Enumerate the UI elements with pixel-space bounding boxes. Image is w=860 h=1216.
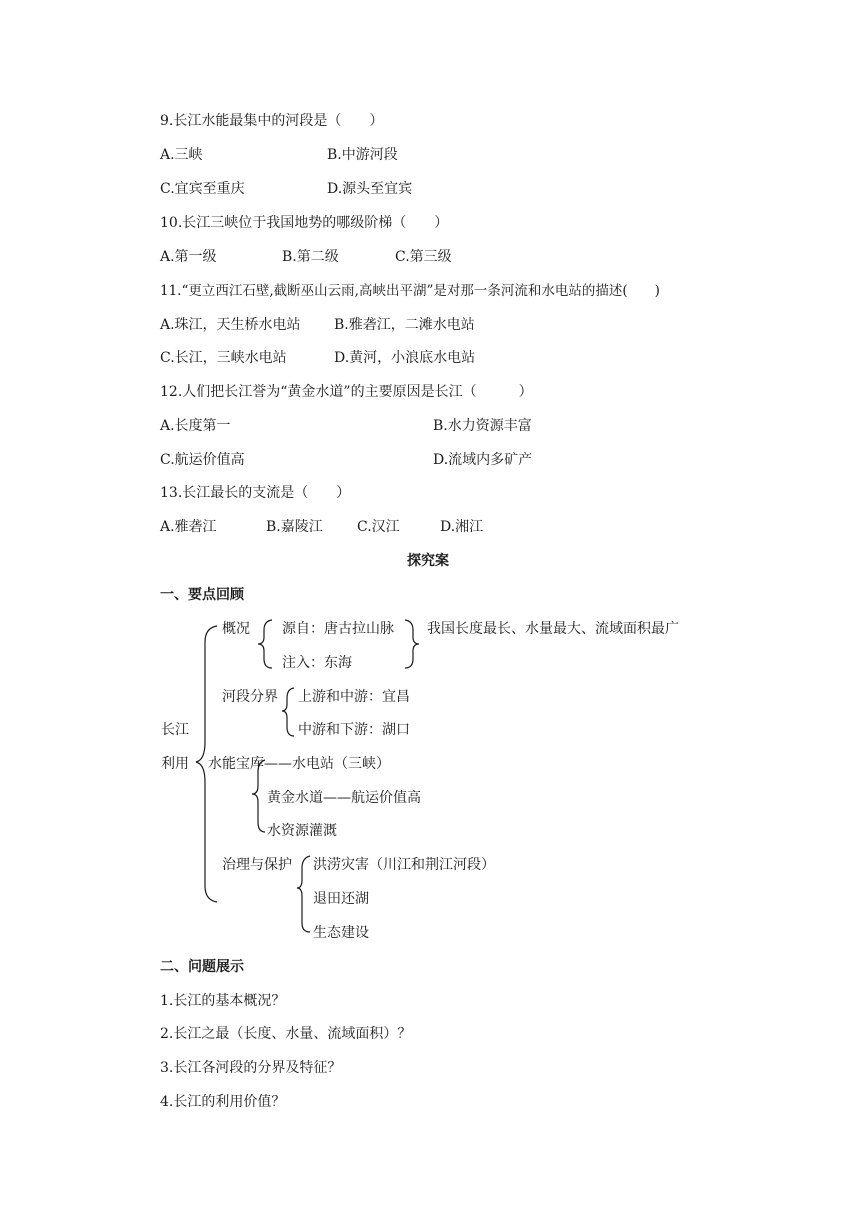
source-text: 源自：唐古拉山脉 <box>282 621 394 637</box>
q12-stem: 12.人们把长江誉为“黄金水道”的主要原因是长江（ ） <box>160 384 533 400</box>
problem-item: 3.长江各河段的分界及特征？ <box>160 1060 342 1076</box>
q13-option-c: C.汉江 <box>357 519 400 535</box>
section-title: 探究案 <box>407 553 449 569</box>
lake-text: 退田还湖 <box>313 891 369 907</box>
problem-item: 4.长江的利用价值？ <box>160 1094 286 1110</box>
eco-text: 生态建设 <box>313 925 369 941</box>
flood-text: 洪涝灾害（川江和荆江河段） <box>313 857 495 873</box>
review-heading: 一、要点回顾 <box>160 587 244 603</box>
q10-stem: 10.长江三峡位于我国地势的哪级阶梯（ ） <box>160 215 449 231</box>
q12-option-b: B.水力资源丰富 <box>433 418 532 434</box>
q12-option-d: D.流域内多矿产 <box>433 452 533 468</box>
q11-option-a: A.珠江，天生桥水电站 <box>160 317 301 333</box>
q9-option-a: A.三峡 <box>160 147 203 163</box>
q11-option-c: C.长江，三峡水电站 <box>160 350 287 366</box>
golden-waterway-text: 黄金水道——航运价值高 <box>267 790 421 806</box>
root-label-yangtze: 长江 <box>161 722 189 738</box>
division-brace <box>282 688 294 736</box>
superlative-brace <box>405 620 419 668</box>
q9-option-c: C.宜宾至重庆 <box>160 181 245 197</box>
problem-item: 2.长江之最（长度、水量、流域面积）？ <box>160 1026 412 1042</box>
problem-item: 1.长江的基本概况？ <box>160 993 286 1009</box>
q9-stem: 9.长江水能最集中的河段是（ ） <box>160 113 384 129</box>
q13-option-b: B.嘉陵江 <box>266 519 323 535</box>
q10-option-c: C.第三级 <box>395 249 452 265</box>
overview-brace <box>258 620 272 668</box>
hydro-text: 水能宝库——水电站（三峡） <box>208 756 390 772</box>
q11-option-d: D.黄河，小浪底水电站 <box>334 350 476 366</box>
q9-option-d: D.源头至宜宾 <box>327 181 413 197</box>
upper-boundary: 上游和中游：宜昌 <box>298 689 410 705</box>
q11-stem: 11.“更立西江石壁,截断巫山云雨,高峡出平湖”是对那一条河流和水电站的描述( ) <box>160 283 660 299</box>
q10-option-a: A.第一级 <box>160 249 217 265</box>
problems-heading: 二、问题展示 <box>160 959 244 975</box>
governance-label: 治理与保护 <box>222 857 292 873</box>
root-label-use: 利用 <box>161 756 189 772</box>
irrigation-text: 水资源灌溉 <box>267 823 337 839</box>
q13-stem: 13.长江最长的支流是（ ） <box>160 485 351 501</box>
overview-label: 概况 <box>222 621 250 637</box>
q12-option-a: A.长度第一 <box>160 418 231 434</box>
mouth-text: 注入：东海 <box>282 655 352 671</box>
governance-brace <box>297 856 310 932</box>
q9-option-b: B.中游河段 <box>327 147 398 163</box>
q13-option-d: D.湘江 <box>440 519 484 535</box>
q10-option-b: B.第二级 <box>282 249 339 265</box>
q11-option-b: B.雅砻江，二滩水电站 <box>334 317 475 333</box>
q12-option-c: C.航运价值高 <box>160 452 245 468</box>
q13-option-a: A.雅砻江 <box>160 519 217 535</box>
division-label: 河段分界 <box>222 689 278 705</box>
superlative-text: 我国长度最长、水量最大、流域面积最广 <box>427 621 679 637</box>
lower-boundary: 中游和下游：湖口 <box>298 722 410 738</box>
